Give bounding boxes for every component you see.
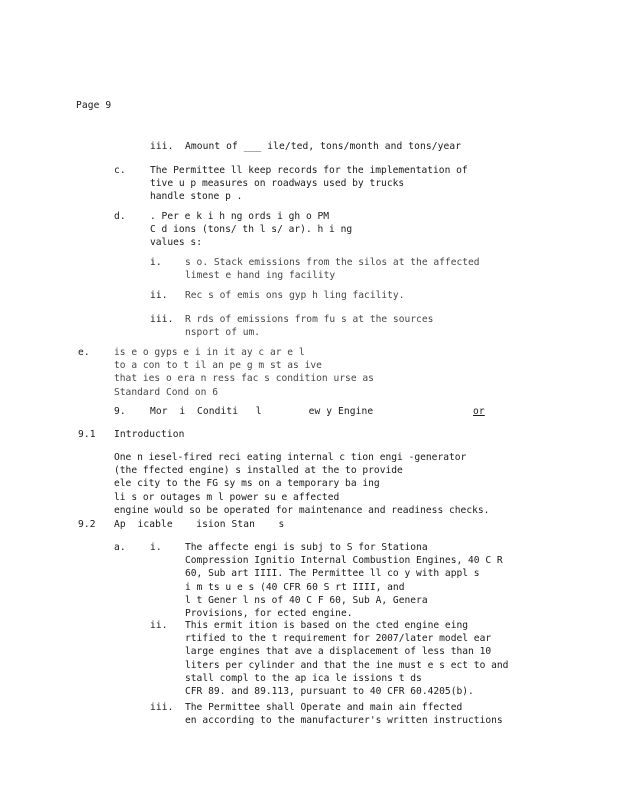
section-9-2-item-iii-text: The Permittee shall Operate and main ain ffected en according to the manufacturer's written instructions [185,702,503,727]
page-label: Page 9 [76,100,112,111]
item-iii-number: iii. [150,141,174,152]
section-9-2-item-ii-text: This ermit ition is based on the cted engine eing rtified to the t requirement for 2007/later model ear large engines that ave a displacement of less than 10 liters per cylinder and that the ine must e s ect to and stall compl to the ap ica le issions t ds CFR 89. and 89.113, pursuant to 40 CFR 60.4205(b). [185,620,509,698]
section-9-1-number: 9.1 [78,429,96,440]
sub-item-iii-number: iii. [150,314,174,325]
section-9-title: Mor i Conditi l ew y Engine [150,406,409,417]
section-9-2-number: 9.2 [78,519,96,530]
item-d-text: . Per e k i h ng ords i gh o PM C d ions (tons/ th l s/ ar). h i ng values s: [150,211,353,249]
section-9-number: 9. [114,406,126,417]
section-9-2-item-ii-number: ii. [150,620,168,631]
sub-item-i-text: s o. Stack emissions from the silos at the affected limest e hand ing facility [185,257,480,282]
item-e-letter: e. [78,347,90,358]
section-9-1-title: Introduction [114,429,185,440]
section-9-underlined-word: or [473,406,485,417]
section-9-2-item-a-letter: a. [114,542,126,553]
sub-item-ii-number: ii. [150,290,168,301]
sub-item-i-number: i. [150,257,162,268]
section-9-2-item-i-number: i. [150,542,162,553]
section-9-2-item-iii-number: iii. [150,702,174,713]
section-9-2-title: Ap icable ision Stan s [114,519,285,530]
item-c-text: The Permittee ll keep records for the implementation of tive u p measures on roadways used by trucks handle stone p . [150,165,468,203]
sub-item-ii-text: Rec s of emis ons gyp h ling facility. [185,290,405,301]
sub-item-iii-text: R rds of emissions from fu s at the sources nsport of um. [185,314,434,339]
item-e-text: is e o gyps e i in it ay c ar e l to a con to t il an pe g m st as ive that ies o era n ress fac s condition urse as Standard Cond on 6 [114,347,374,398]
item-d-letter: d. [114,211,126,222]
section-9-2-item-i-text: The affecte engi is subj to S for Stationa Compression Ignitio Internal Combustion Engines, 40 C R 60, Sub art IIII. The Permittee ll co y with appl s i m ts u e s (40 CFR 60 S rt IIII, and l t Gener l ns of 40 C F 60, Sub A, Genera Provisions, for ected engine. [185,542,503,620]
item-c-letter: c. [114,165,126,176]
item-iii-text: Amount of ___ ile/ted, tons/month and tons/year [185,141,462,152]
section-9-1-body: One n iesel-fired reci eating internal c tion engi -generator (the ffected engine) s installed at the to provide ele city to the FG sy ms on a temporary ba ing li s or outages m l power su e affected engine would so be operated for maintenance and readiness checks. [114,452,490,516]
